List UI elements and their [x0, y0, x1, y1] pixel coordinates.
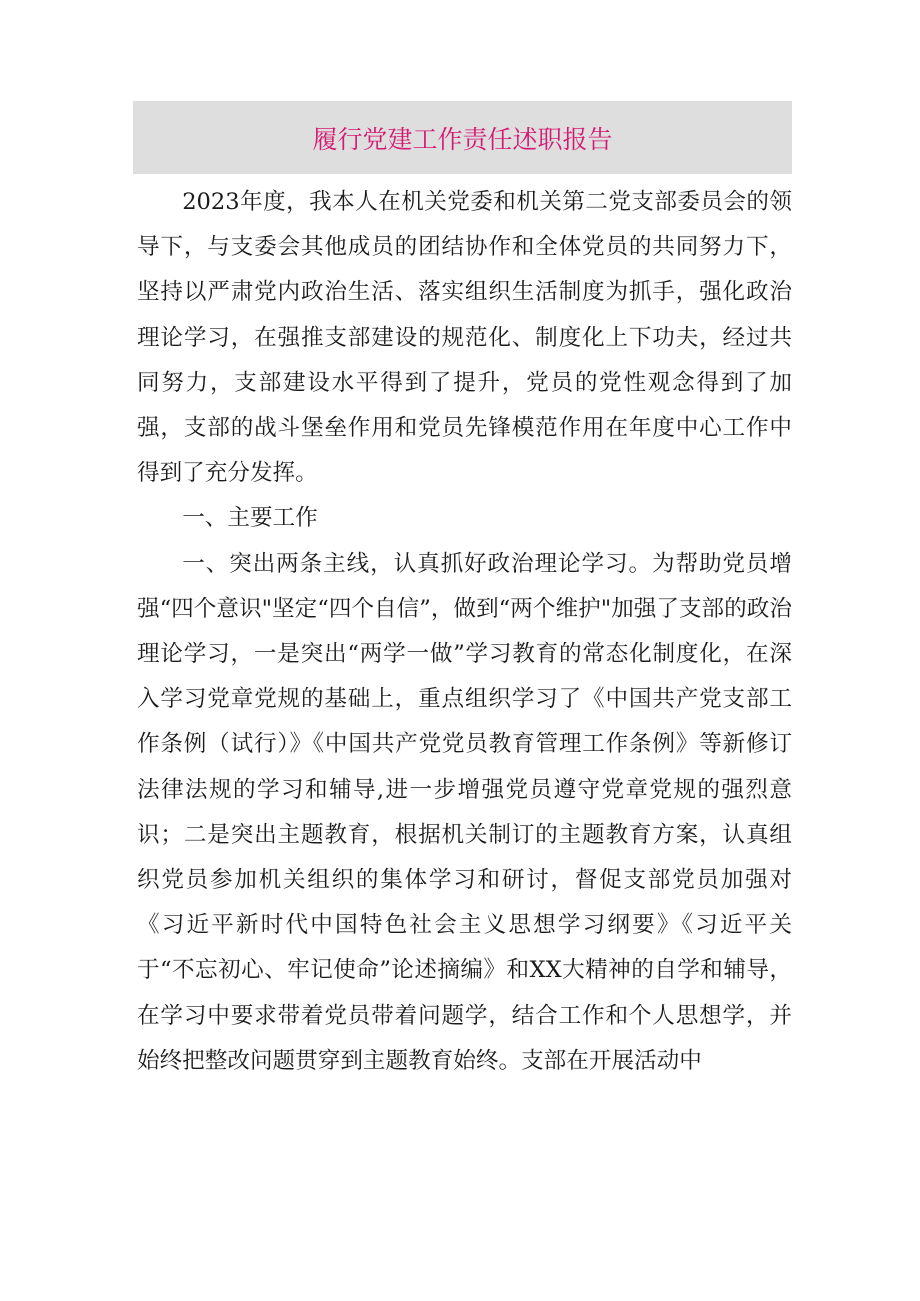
section-heading: 一、主要工作 [182, 505, 318, 532]
body-paragraph: 一、突出两条主线，认真抓好政治理论学习。为帮助党员增强“四个意识"坚定“四个自信”，做到“两个维护"加强了支部的政治理论学习，一是突出“两学一做”学习教育的常态化制度化，在深入学习党章党规的基础上，重点组织学习了《中国共产党支部工作条例（试行）》《中国共产党党员教育管理工作条例》等新修订法律法规的学习和辅导,进一步增强党员遵守党章党规的强烈意识；二是突出主题教育，根据机关制订的主题教育方案，认真组织党员参加机关组织的集体学习和研讨，督促支部党员加强对《习近平新时代中国特色社会主义思想学习纲要》《习近平关于“不忘初心、牢记使命”论述摘编》和XX大精神的自学和辅导，在学习中要求带着党员带着问题学，结合工作和个人思想学，并始终把整改问题贯穿到主题教育始终。支部在开展活动中 [137, 550, 792, 1074]
title-banner [133, 101, 792, 174]
document-body [137, 180, 792, 1084]
document-title: 履行党建工作责任述职报告 [312, 124, 613, 154]
intro-paragraph: 2023年度，我本人在机关党委和机关第二党支部委员会的领导下，与支委会其他成员的团结协作和全体党员的共同努力下，坚持以严肃党内政治生活、落实组织生活制度为抓手，强化政治理论学习，在强推支部建设的规范化、制度化上下功夫，经过共同努力，支部建设水平得到了提升，党员的党性观念得到了加强，支部的战斗堡垒作用和党员先锋模范作用在年度中心工作中得到了充分发挥。 [137, 189, 792, 487]
